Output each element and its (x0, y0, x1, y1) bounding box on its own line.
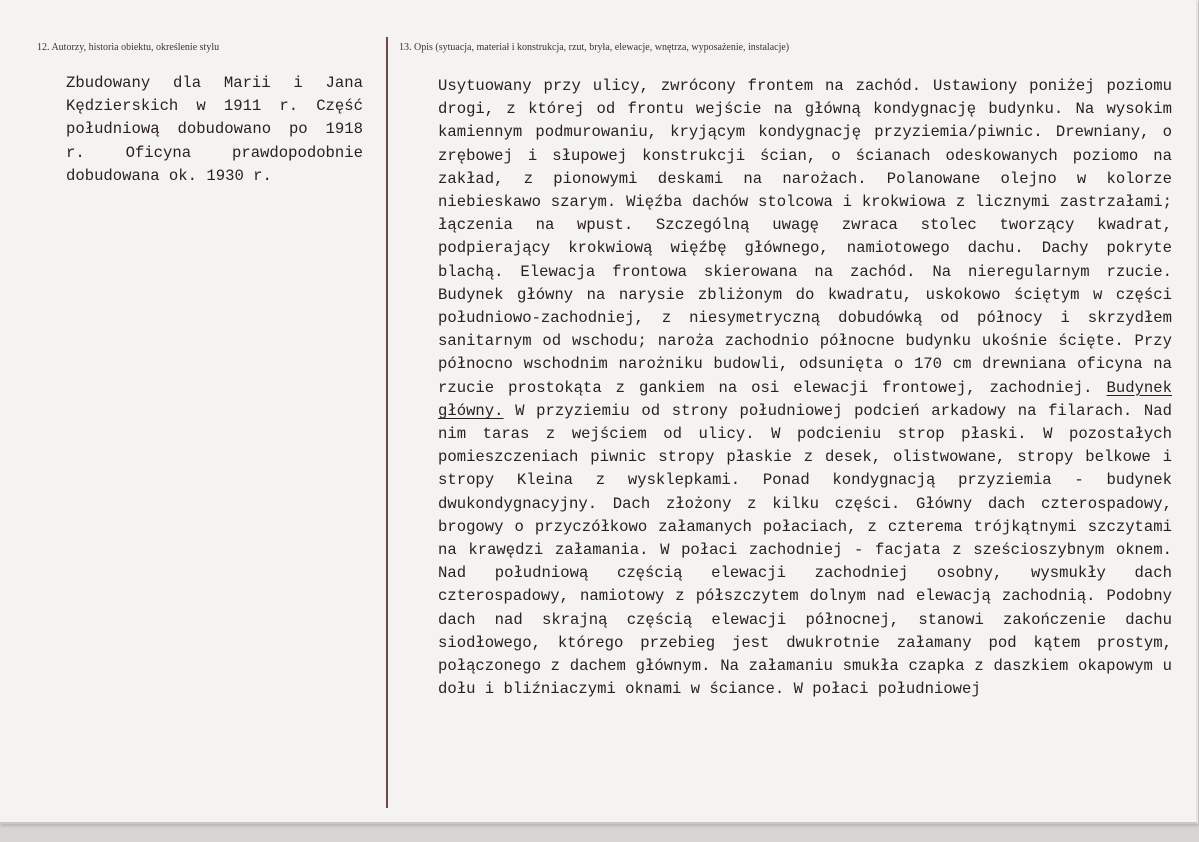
history-paragraph: Zbudowany dla Marii i Jana Kędzierskich w 1911 r. Część południową dobudowano po 1918 r. Oficyna prawdopodobnie dobudowana ok. 1930 r. (66, 74, 363, 185)
column-divider (386, 37, 388, 808)
description-text-part-1: Usytuowany przy ulicy, zwrócony frontem na zachód. Ustawiony poniżej poziomu drogi, z której od frontu wejście na główną kondygnację budynku. Na wysokim kamiennym podmurowaniu, kryjącym kondygnację przyziemia/piwnic. Drewniany, o zrębowej i słupowej konstrukcji ścian, o ścianach odeskowanych poziomo na zakład, z pionowymi deskami na narożach. Polanowane olejno w kolorze niebieskawo szarym. Więźba dachów stolcowa i krokwiowa z licznymi zastrzałami; łączenia na wpust. Szczególną uwagę zwraca stolec tworzący kwadrat, podpierający krokwiową więźbę głównego, namiotowego dachu. Dachy pokryte blachą. Elewacja frontowa skierowana na zachód. Na nieregularnym rzucie. Budynek główny na narysie zbliżonym do kwadratu, uskokowo ściętym w części południowo-zachodniej, z niesymetryczną dobudówką od północy i skrzydłem sanitarnym od wschodu; naroża zachodnio północne budynku ukośnie ścięte. Przy północno wschodnim narożniku budowli, odsunięta o 170 cm drewniana oficyna na rzucie prostokąta z gankiem na osi elewacji frontowej, zachodniej. (438, 77, 1172, 397)
underlined-heading-main-building: Budynek główny. (438, 378, 1173, 420)
history-text-block (66, 72, 363, 188)
description-text-part-2: W przyziemiu od strony południowej podcień arkadowy na filarach. Nad nim taras z wejściem od ulicy. W podcieniu strop płaski. W pozostałych pomieszczeniach piwnic stropy płaskie z desek, olistwowane, stropy belkowe i stropy Kleina z wysklepkami. Ponad kondygnacją przyziemia - budynek dwukondygnacyjny. Dach złożony z kilku części. Główny dach czterospadowy, brogowy o przyczółkowo załamanych połaciach, z czterema trójkątnymi szczytami na krawędzi załamania. W połaci zachodniej - facjata z sześcioszybnym oknem. Nad południową częścią elewacji zachodniej osobny, wysmukły dach czterospadowy, namiotowy z półszczytem dolnym nad elewacją zachodnią. Podobny dach nad skrajną częścią elewacji północnej, stanowi zakończenie dachu siodłowego, którego przebieg jest dwukrotnie załamany pod kątem prostym, połączonego z dachem głównym. Na załamaniu smukła czapka z daszkiem okapowym u dołu i bliźniaczymi oknami w ściance. W połaci południowej (438, 401, 1172, 699)
description-paragraph (438, 75, 1172, 701)
header-authors-history: 12. Autorzy, historia obiektu, określenie stylu (37, 42, 220, 53)
header-description: 13. Opis (sytuacja, materiał i konstrukcja, rzut, bryła, elewacje, wnętrza, wyposażenie, instalacje) (399, 42, 790, 53)
description-text-block (438, 75, 1172, 701)
